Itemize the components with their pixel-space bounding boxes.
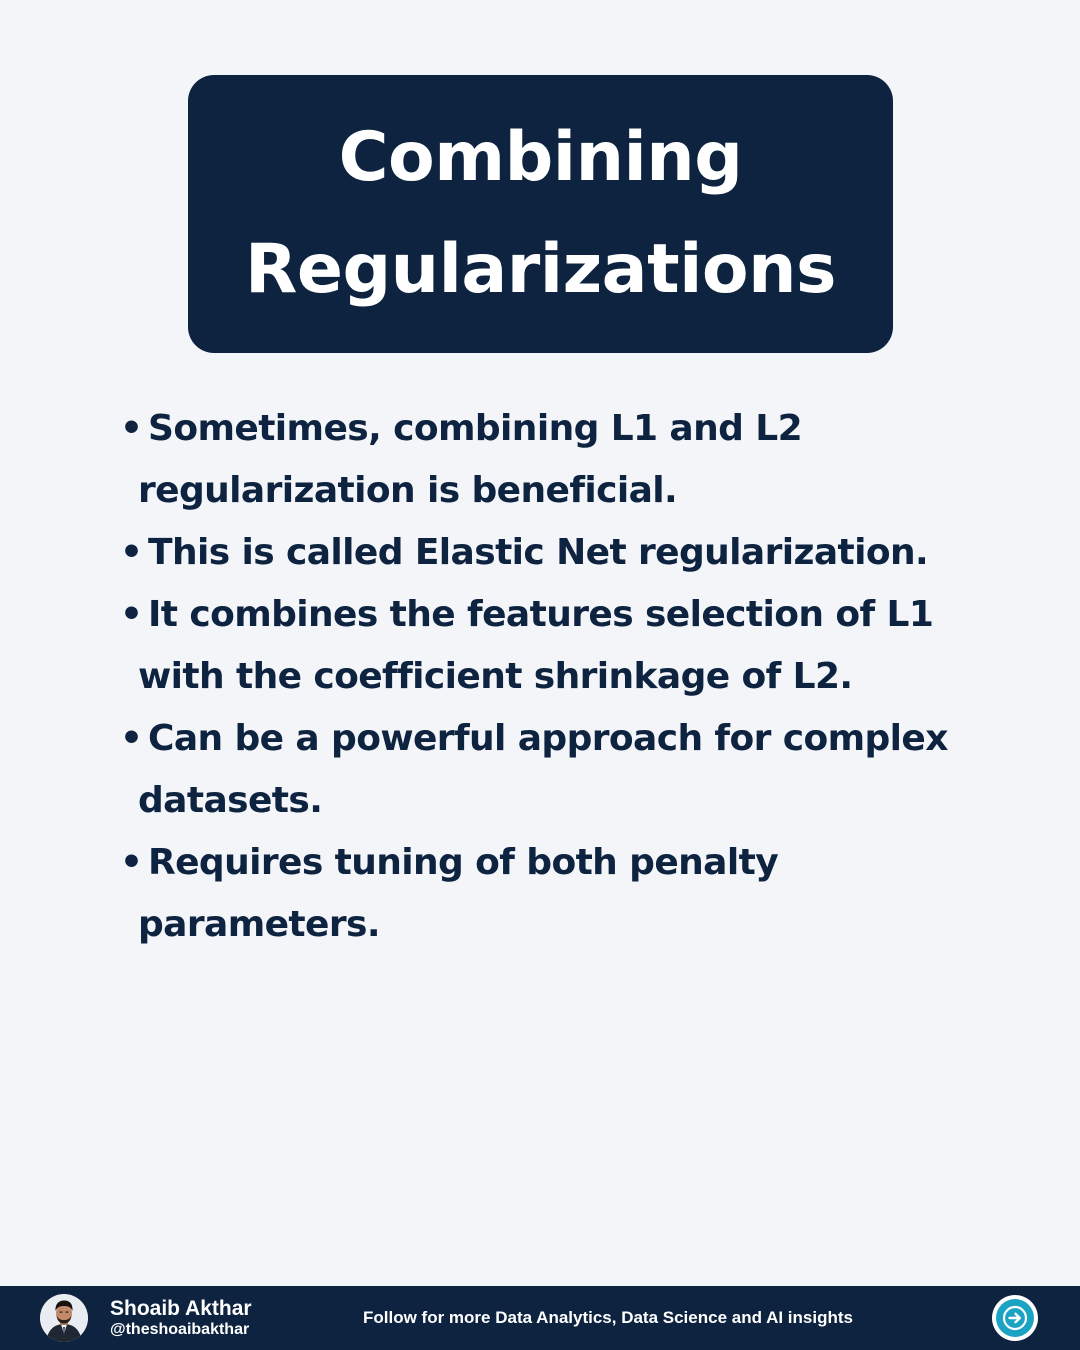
list-item	[120, 832, 980, 956]
arrow-right-circle-icon	[1002, 1305, 1028, 1331]
next-button[interactable]	[992, 1295, 1038, 1341]
bullet-text	[138, 584, 980, 708]
author-name: Shoaib Akthar	[110, 1297, 252, 1320]
bullet-text	[138, 832, 980, 956]
title-line-1: Combining	[338, 118, 743, 197]
bullet-line: It combines the features selection of L1	[148, 594, 934, 635]
bullet-line: with the coefficient shrinkage of L2.	[138, 656, 853, 697]
avatar-portrait-icon	[40, 1294, 88, 1342]
bullet-line: datasets.	[138, 780, 323, 821]
footer-bar	[0, 1286, 1080, 1350]
bullet-line: This is called Elastic Net regularization.	[148, 532, 929, 573]
list-item	[120, 398, 980, 522]
follow-cta-text: Follow for more Data Analytics, Data Science and AI insights	[363, 1308, 853, 1327]
author-info	[110, 1297, 252, 1339]
bullet-dot: •	[120, 532, 143, 573]
bullet-text	[138, 708, 980, 832]
title-line-2: Regularizations	[245, 230, 836, 309]
avatar[interactable]	[40, 1294, 88, 1342]
bullet-line: Can be a powerful approach for complex	[148, 718, 948, 759]
list-item	[120, 584, 980, 708]
bullet-dot: •	[120, 408, 143, 449]
bullet-line: parameters.	[138, 904, 380, 945]
list-item	[120, 708, 980, 832]
next-button-inner	[996, 1299, 1034, 1337]
title-card	[188, 75, 893, 353]
bullet-dot: •	[120, 842, 143, 883]
list-item	[120, 522, 980, 584]
bullet-dot: •	[120, 594, 143, 635]
bullet-text	[138, 398, 980, 522]
bullet-dot: •	[120, 718, 143, 759]
author-handle[interactable]: @theshoaibakthar	[110, 1321, 250, 1338]
bullet-text	[138, 522, 980, 584]
bullet-list	[120, 398, 980, 956]
bullet-line: regularization is beneficial.	[138, 470, 678, 511]
bullet-line: Requires tuning of both penalty	[148, 842, 779, 883]
bullet-line: Sometimes, combining L1 and L2	[148, 408, 803, 449]
